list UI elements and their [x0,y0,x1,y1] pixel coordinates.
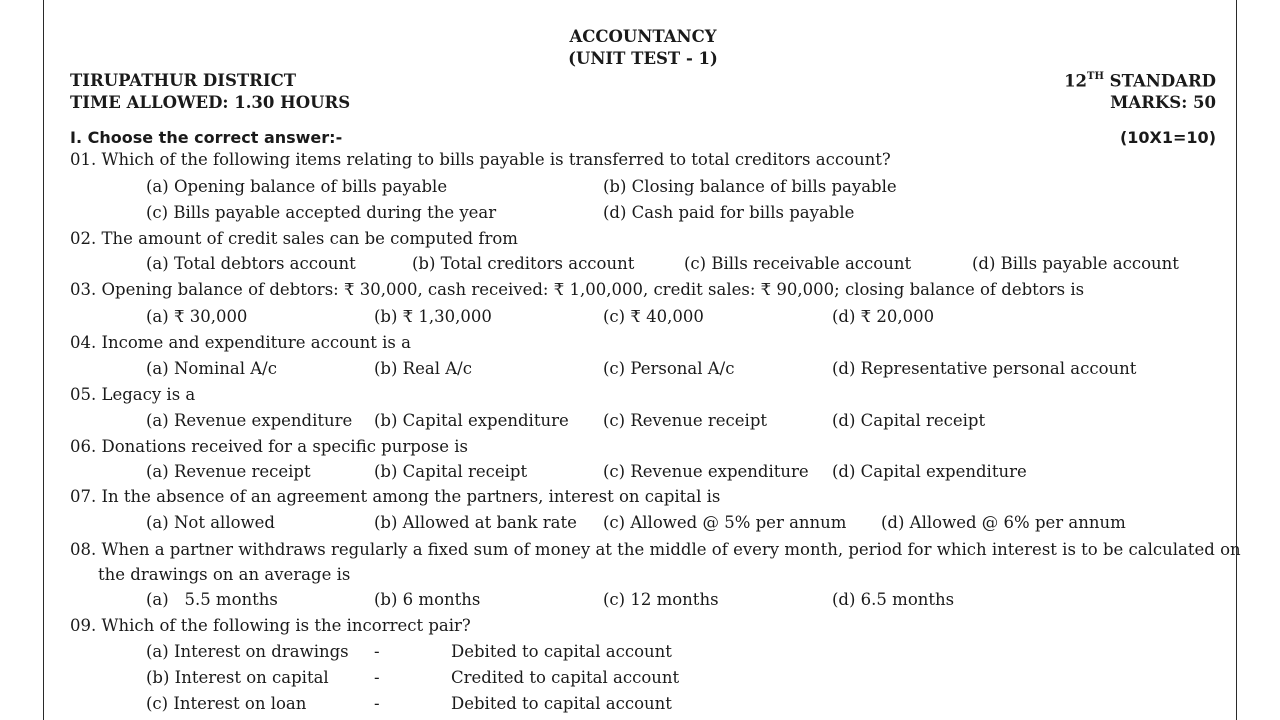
q01-option-b: (b) Closing balance of bills payable [603,177,897,196]
q07-option-d: (d) Allowed @ 6% per annum [881,513,1126,532]
q01-option-a: (a) Opening balance of bills payable [146,177,448,196]
standard-label [1064,73,1216,90]
q05-option-d: (d) Capital receipt [832,411,986,430]
question-03: 03. Opening balance of debtors: ₹ 30,000, cash received: ₹ 1,00,000, credit sales: ₹ 90,000; closing balance of debtors is [70,280,1085,299]
q06-option-d: (d) Capital expenditure [832,462,1027,481]
q04-option-c: (c) Personal A/c [603,359,735,378]
time-allowed-label: TIME ALLOWED: 1.30 HOURS [70,93,351,112]
marks-label: MARKS: 50 [1110,93,1216,112]
q06-option-c: (c) Revenue expenditure [603,462,809,481]
q09-pair-a-right: Debited to capital account [451,642,672,661]
q07-option-c: (c) Allowed @ 5% per annum [603,513,847,532]
q03-option-d: (d) ₹ 20,000 [832,307,935,326]
question-06: 06. Donations received for a specific purpose is [70,437,468,456]
question-04: 04. Income and expenditure account is a [70,333,411,352]
q06-option-b: (b) Capital receipt [374,462,528,481]
q01-option-c: (c) Bills payable accepted during the year [146,203,497,222]
q04-option-a: (a) Nominal A/c [146,359,277,378]
section-marks: (10X1=10) [1119,128,1216,147]
standard-number: 12 [1064,71,1088,91]
page-border-left [43,0,44,720]
standard-superscript: TH [1087,71,1104,82]
q05-option-b: (b) Capital expenditure [374,411,569,430]
q02-option-c: (c) Bills receivable account [684,254,912,273]
q02-option-d: (d) Bills payable account [972,254,1179,273]
q03-option-b: (b) ₹ 1,30,000 [374,307,492,326]
q08-option-d: (d) 6.5 months [832,590,955,609]
page-title: ACCOUNTANCY [569,27,717,46]
q05-option-c: (c) Revenue receipt [603,411,768,430]
q09-pair-c-left: (c) Interest on loan [146,694,307,713]
question-05: 05. Legacy is a [70,385,196,404]
q09-pair-b-separator: - [374,668,380,687]
question-02: 02. The amount of credit sales can be computed from [70,229,518,248]
district-label: TIRUPATHUR DISTRICT [70,71,296,90]
q04-option-b: (b) Real A/c [374,359,472,378]
q08-option-a: (a) 5.5 months [146,590,278,609]
q07-option-a: (a) Not allowed [146,513,275,532]
q09-pair-c-right: Debited to capital account [451,694,672,713]
page-subtitle: (UNIT TEST - 1) [568,49,718,68]
q06-option-a: (a) Revenue receipt [146,462,311,481]
question-01: 01. Which of the following items relating to bills payable is transferred to total creditors account? [70,150,891,169]
page-border-right [1236,0,1237,720]
question-09: 09. Which of the following is the incorrect pair? [70,616,471,635]
q01-option-d: (d) Cash paid for bills payable [603,203,855,222]
standard-word: STANDARD [1103,71,1216,91]
q03-option-c: (c) ₹ 40,000 [603,307,704,326]
q03-option-a: (a) ₹ 30,000 [146,307,248,326]
q09-pair-b-right: Credited to capital account [451,668,680,687]
q04-option-d: (d) Representative personal account [832,359,1137,378]
q08-option-c: (c) 12 months [603,590,719,609]
q02-option-b: (b) Total creditors account [412,254,635,273]
q09-pair-a-left: (a) Interest on drawings [146,642,349,661]
q05-option-a: (a) Revenue expenditure [146,411,353,430]
q08-option-b: (b) 6 months [374,590,481,609]
q09-pair-a-separator: - [374,642,380,661]
q09-pair-b-left: (b) Interest on capital [146,668,329,687]
q02-option-a: (a) Total debtors account [146,254,356,273]
section-heading: I. Choose the correct answer:- [70,128,343,147]
question-07: 07. In the absence of an agreement among the partners, interest on capital is [70,487,721,506]
question-08: 08. When a partner withdraws regularly a fixed sum of money at the middle of every month, period for which interest is to be calculated on [70,540,1241,559]
question-08-line2: the drawings on an average is [98,565,351,584]
q07-option-b: (b) Allowed at bank rate [374,513,577,532]
q09-pair-c-separator: - [374,694,380,713]
